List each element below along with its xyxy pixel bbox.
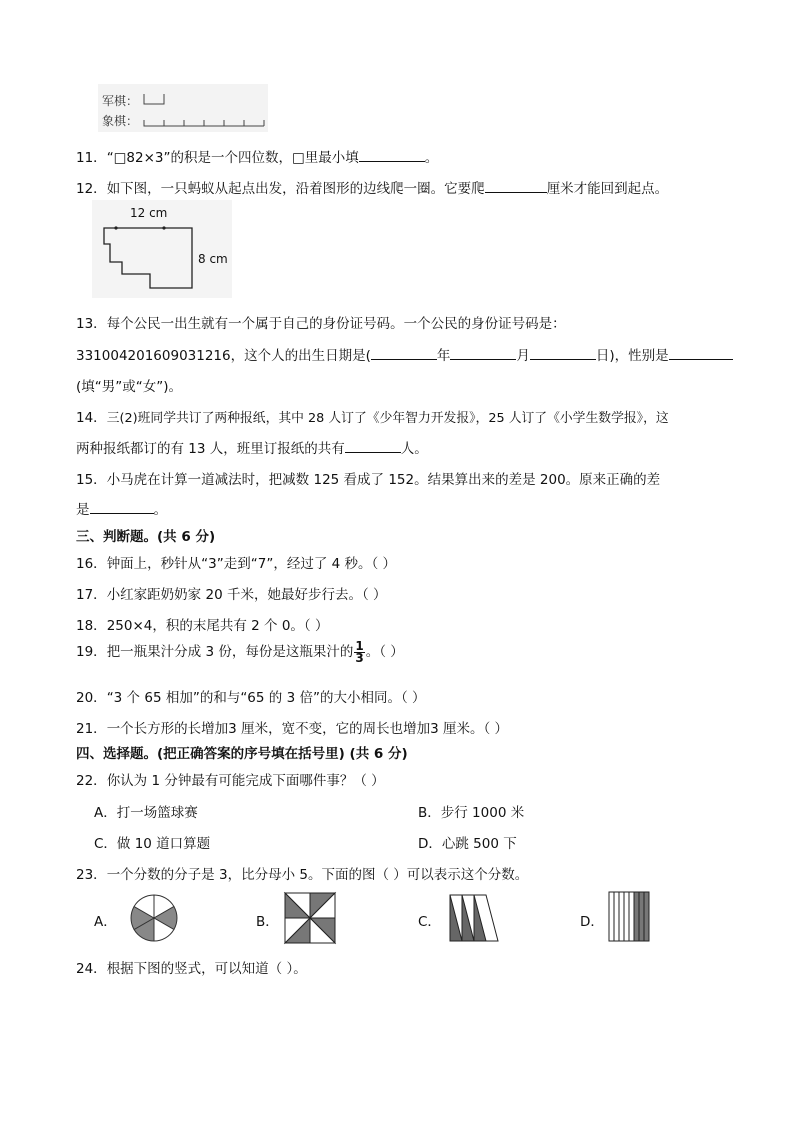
q22-option-a[interactable]: A．打一场篮球赛 — [94, 805, 198, 821]
q18-number: 18． — [76, 618, 107, 634]
q22-option-d[interactable]: D．心跳 500 下 — [418, 836, 517, 852]
q19-text: 把一瓶果汁分成 3 份，每份是这瓶果汁的 — [106, 644, 354, 660]
q23-figure-c-parallelogram — [448, 893, 502, 943]
q13-month: 月 — [516, 348, 530, 364]
q13-day-blank[interactable] — [530, 345, 596, 360]
q19-fraction — [354, 638, 364, 665]
q16-number: 16． — [76, 556, 107, 572]
section-3-title: 三、判断题。(共 6 分) — [76, 529, 216, 545]
q13-gender-blank[interactable] — [669, 345, 733, 360]
q15-answer-blank[interactable] — [90, 499, 154, 514]
question-18 — [76, 614, 328, 634]
q11-number: 11． — [76, 150, 107, 166]
q23-figure-a-circle — [124, 893, 184, 943]
q19-end: 。（ ） — [365, 644, 404, 660]
question-22 — [76, 769, 385, 789]
q12-text: 如下图，一只蚂蚁从起点出发，沿着图形的边线爬一圈。它要爬 — [106, 181, 485, 197]
q14-line2-text: 两种报纸都订的有 13 人，班里订报纸的共有 — [76, 441, 345, 457]
q24-text: 根据下图的竖式，可以知道（ ）。 — [106, 961, 307, 977]
question-12 — [76, 177, 668, 197]
q23-option-d[interactable]: D． — [580, 914, 604, 930]
q16-text: 钟面上，秒针从“3”走到“7”，经过了 4 秒。（ ） — [106, 556, 397, 572]
q14-answer-blank[interactable] — [345, 438, 401, 453]
chess-row1-label: 军棋： — [102, 94, 139, 108]
q20-number: 20． — [76, 690, 107, 706]
q15-line1: 小马虎在计算一道减法时，把减数 125 看成了 152。结果算出来的差是 200。原来正确的差 — [106, 472, 661, 488]
chess-bars — [138, 86, 268, 130]
question-17 — [76, 583, 387, 603]
q19-fraction-numerator: 1 — [355, 638, 364, 653]
q23-option-a[interactable]: A． — [94, 914, 117, 930]
q11-end: 。 — [424, 150, 439, 166]
q15-line2-text: 是 — [76, 502, 90, 518]
q13-month-blank[interactable] — [450, 345, 516, 360]
q22-text: 你认为 1 分钟最有可能完成下面哪件事？（ ） — [106, 773, 385, 789]
q11-answer-blank[interactable] — [359, 147, 425, 162]
question-13 — [76, 312, 566, 332]
q12-figure — [92, 200, 232, 298]
q12-end: 厘米才能回到起点。 — [546, 181, 669, 197]
q23-number: 23． — [76, 867, 107, 883]
q13-mid: ，这个人的出生日期是( — [230, 348, 371, 364]
q14-line2 — [76, 437, 428, 457]
q23-option-c[interactable]: C． — [418, 914, 441, 930]
q15-end: 。 — [153, 502, 167, 518]
chess-figure — [98, 84, 268, 132]
chess-row2-label: 象棋： — [102, 114, 139, 128]
q13-line3: (填“男”或“女”)。 — [76, 379, 183, 395]
q17-text: 小红家距奶奶家 20 千米，她最好步行去。（ ） — [106, 587, 387, 603]
q15-line2 — [76, 498, 167, 518]
q22-option-c[interactable]: C．做 10 道口算题 — [94, 836, 211, 852]
q23-option-b[interactable]: B． — [256, 914, 279, 930]
question-15 — [76, 468, 660, 488]
question-16 — [76, 552, 396, 572]
q12-number: 12． — [76, 181, 107, 197]
q12-answer-blank[interactable] — [485, 178, 547, 193]
q23-figure-b-square — [284, 892, 336, 944]
q12-polygon — [92, 200, 232, 298]
question-24 — [76, 957, 307, 977]
question-19 — [76, 640, 404, 664]
q21-number: 21． — [76, 721, 107, 737]
q24-number: 24． — [76, 961, 107, 977]
q17-number: 17． — [76, 587, 107, 603]
question-23 — [76, 863, 528, 883]
q19-number: 19． — [76, 644, 107, 660]
q14-number: 14． — [76, 410, 107, 426]
q13-day: 日)，性别是 — [595, 348, 669, 364]
q13-line2 — [76, 344, 733, 364]
q14-line1: 三(2)班同学共订了两种报纸，其中 28 人订了《少年智力开发报》，25 人订了《小学生数学报》，这 — [106, 411, 669, 426]
q12-side-label: 8 cm — [198, 252, 228, 266]
question-14 — [76, 406, 669, 426]
q13-line1: 每个公民一出生就有一个属于自己的身份证号码。一个公民的身份证号码是： — [106, 316, 566, 332]
q14-end: 人。 — [400, 441, 428, 457]
section-4-title: 四、选择题。(把正确答案的序号填在括号里) (共 6 分) — [76, 746, 408, 762]
question-20 — [76, 686, 426, 706]
q18-text: 250×4，积的末尾共有 2 个 0。（ ） — [106, 618, 329, 634]
q13-id-number: 331004201609031216 — [76, 348, 231, 364]
q13-year: 年 — [436, 348, 451, 364]
q22-number: 22． — [76, 773, 107, 789]
q23-text: 一个分数的分子是 3，比分母小 5。下面的图（ ）可以表示这个分数。 — [106, 867, 529, 883]
q13-year-blank[interactable] — [371, 345, 437, 360]
question-21 — [76, 717, 508, 737]
q20-text: “3 个 65 相加”的和与“65 的 3 倍”的大小相同。（ ） — [106, 690, 426, 706]
question-11 — [76, 146, 438, 166]
q23-figure-d-strips — [608, 891, 654, 943]
q15-number: 15． — [76, 472, 107, 488]
q19-fraction-denominator: 3 — [355, 650, 364, 665]
q13-number: 13． — [76, 316, 107, 332]
q12-top-label: 12 cm — [130, 206, 168, 220]
q11-text: “□82×3”的积是一个四位数，□里最小填 — [106, 150, 359, 166]
q22-option-b[interactable]: B．步行 1000 米 — [418, 805, 525, 821]
q21-text: 一个长方形的长增加3 厘米，宽不变，它的周长也增加3 厘米。（ ） — [106, 721, 508, 737]
